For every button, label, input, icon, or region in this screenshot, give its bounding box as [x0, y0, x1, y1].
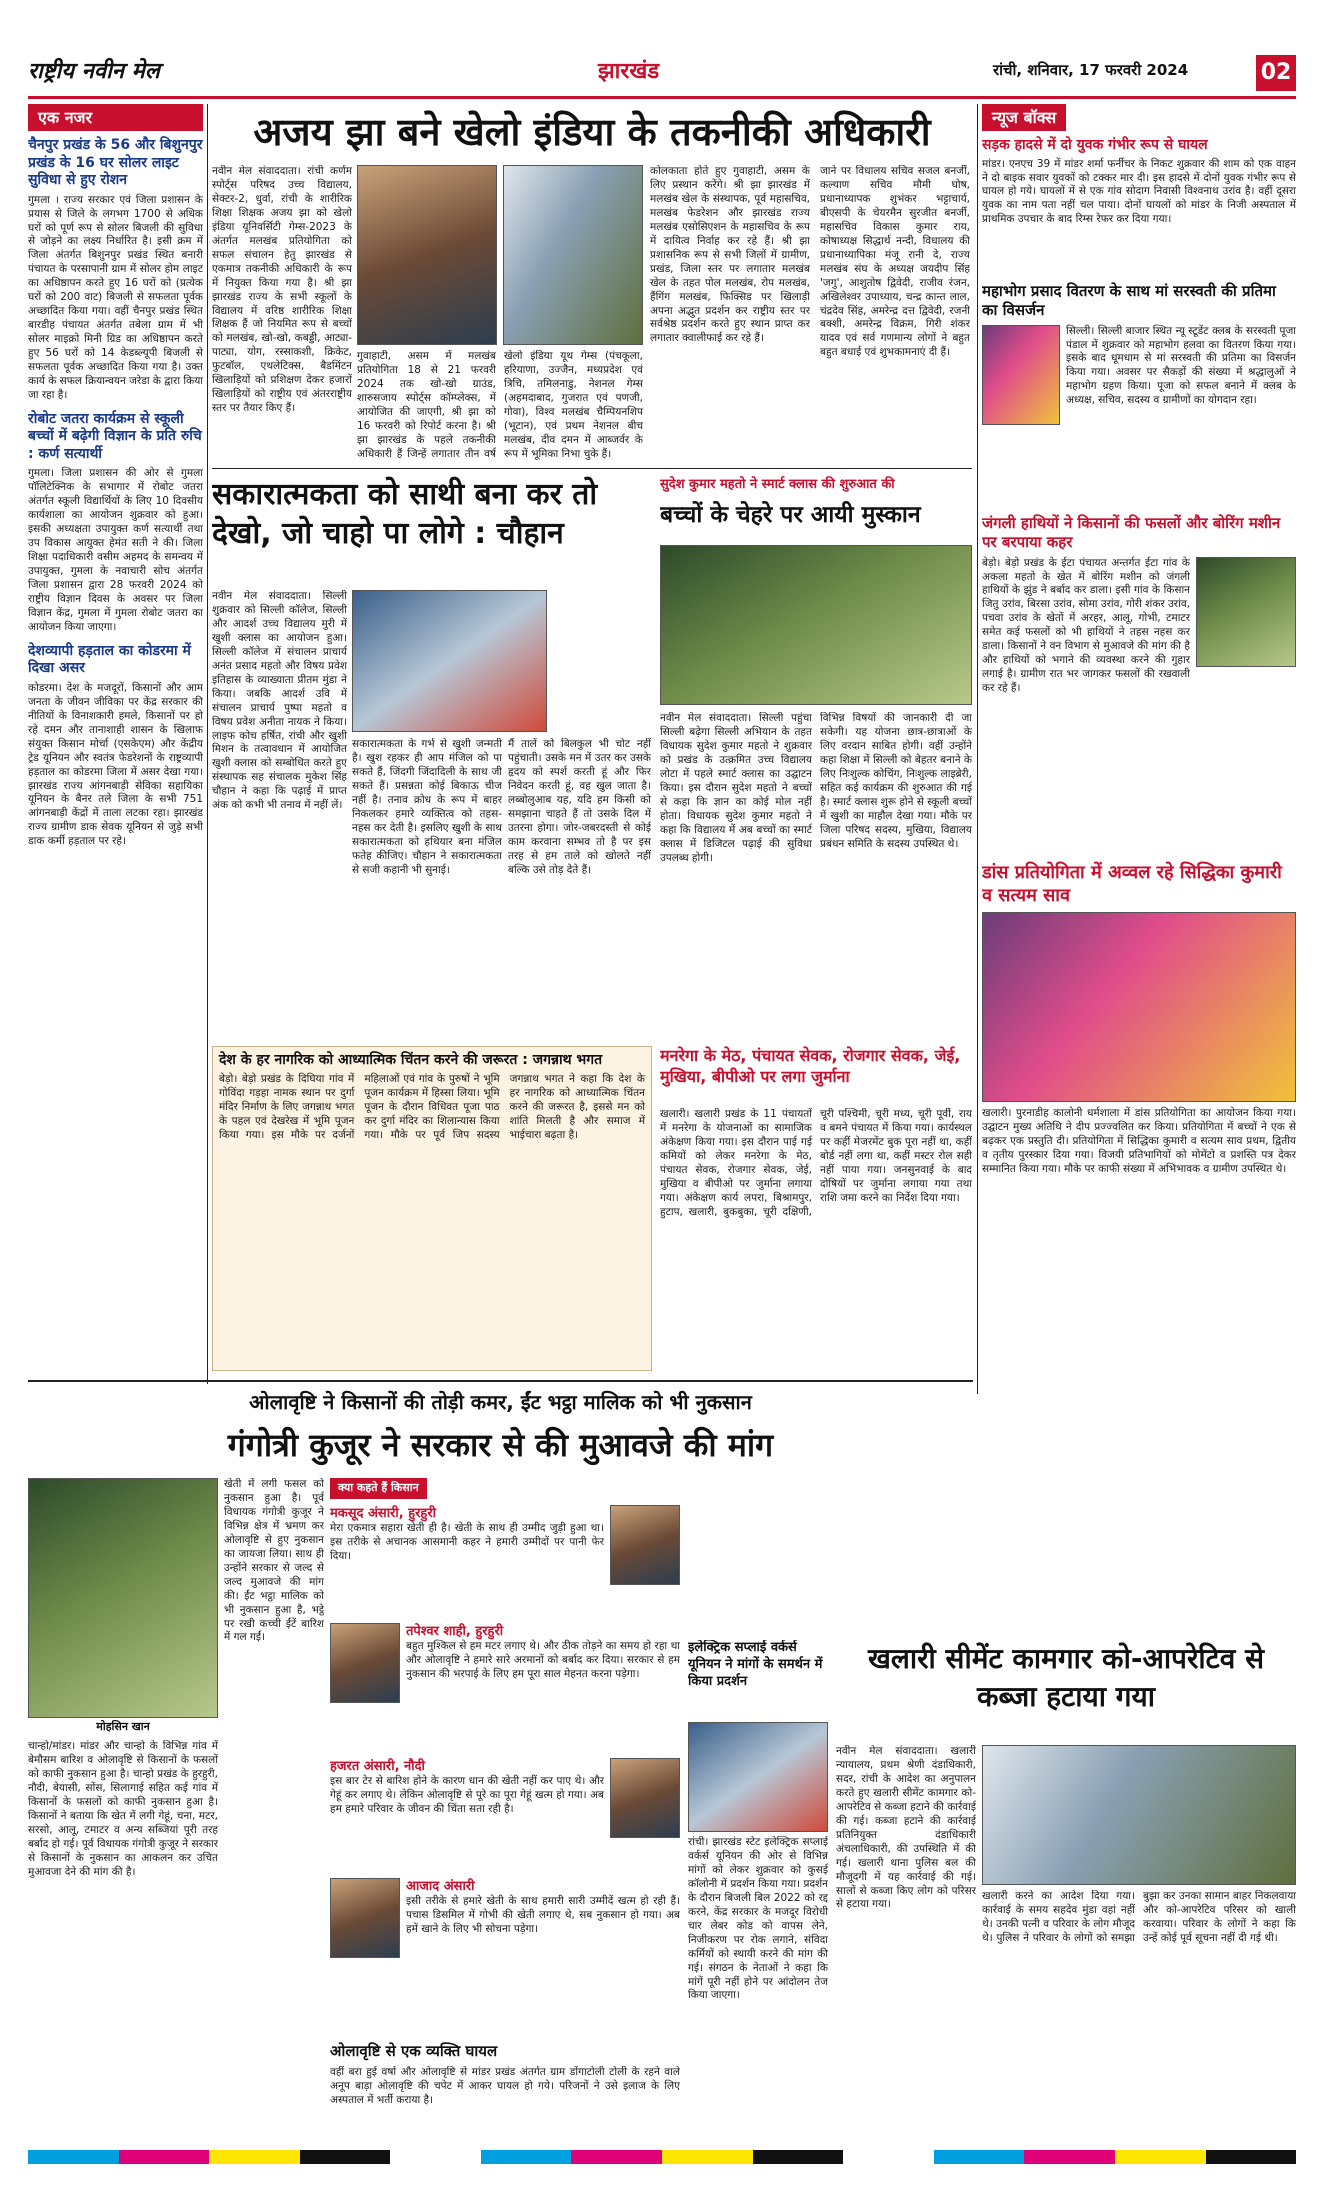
- paper-logo: राष्ट्रीय नवीन मेल: [28, 59, 160, 84]
- farmer-4-photo: [330, 1878, 400, 1958]
- khalari-text-2: खलारी करने का आदेश दिया गया। कार्रवाई के समय सहदेव मुंडा वहां नहीं थे। उनकी पत्नी व परिवार के लोग मौजूद थे। पुलिस ने परिवार के लोगों को समझा बुझा कर उनका सामान बाहर निकलवाया और को-आपरेटिव परिसर को खाली करवाया। परिवार के लोगों ने कहा कि उन्हें कोई पूर्व सूचना नहीं दी गई थी।: [982, 1890, 1296, 1944]
- jagnath-text: बेड़ो। बेड़ो प्रखंड के दिघिया गांव में गोविंदा गड़हा नामक स्थान पर दुर्गा मंदिर निर्माण के लिए जगन्नाथ भगत के पहल एवं देखरेख में भूमि पूजन किया गया। इस मौके पर दर्जनों महिलाओं एवं गांव के पुरुषों ने भूमि पूजन कार्यक्रम में हिस्सा लिया। भूमि पूजन के दौरान विधिवत पूजा पाठ कर दुर्गा मंदिर का शिलान्यास किया गया। मौके पर पूर्व जिप सदस्य जगन्नाथ भगत ने कहा कि देश के हर नागरिक को आध्यात्मिक चिंतन करने की जरूरत है, इससे मन को शांति मिलती है और समाज में भाईचारा बढ़ता है।: [219, 1073, 645, 1142]
- jagnath-box: [212, 1046, 652, 1371]
- hail-subheadline: ओलावृष्टि ने किसानों की तोड़ी कमर, ईंट भट्ठा मालिक को भी नुकसान: [249, 1390, 752, 1414]
- saraswati-photo: [982, 325, 1060, 425]
- top-story-text-3: कोलकाता होते हुए गुवाहाटी, असम के लिए प्रस्थान करेंगे। श्री झा झारखंड में मलखंब खेल के संस्थापक, पूर्व महासचिव, मलखंब फेडरेशन और झारखंड राज्य मलखंब एसोसिएशन के महासचिव के रूप में दायित्व निर्वाह कर रहे हैं। श्री झा प्रशासनिक रूप से सभी जिलों में ग्रामीण, प्रखंड, जिला स्तर पर लगातार मलखंब खेल के तहत पोल मलखंब, रोप मलखंब, हैंगिंग मलखंब, फिक्सिड पर खिलाड़ी अपना अद्भुत प्रदर्शन कर राष्ट्रीय स्तर पर सर्वश्रेष्ठ प्रदर्शन करते हुए स्थान प्राप्त कर लगातार क्वालीफाई कर रहे हैं।: [650, 165, 810, 345]
- dance-competition-photo: [982, 912, 1296, 1102]
- ek-nazar-label: एक नजर: [28, 104, 203, 131]
- top-story-text-1: नवीन मेल संवाददाता। रांची कर्णम स्पोर्ट्स परिषद उच्च विद्यालय, सेक्टर-2, धुर्वा, रांची के शारीरिक शिक्षा शिक्षक अजय झा को खेलो इंडिया यूनिवर्सिटी गेम्स-2023 के अंतर्गत मलखंब प्रतियोगिता को सफल संचालन हेतु झारखंड से एकमात्र तकनीकी अधिकारी के रूप में नियुक्त किया गया है। श्री झा झारखंड राज्य के सभी स्कूलों के विद्यालय में वरिष्ठ शारीरिक शिक्षा शिक्षक हैं जो नियमित रूप से बच्चों को मलखंब, खो-खो, कबड्डी, आट्या-पाट्या, योग, रस्साकशी, क्रिकेट, फुटबॉल, एथलेटिक्स, बैडमिंटन खिलाड़ियों को प्रशिक्षण देकर हजारों खिलाड़ियों को राष्ट्रीय एवं अंतरराष्ट्रीय स्तर पर तैयार किए हैं।: [212, 165, 352, 415]
- news-headline-2: महाभोग प्रसाद वितरण के साथ मां सरस्वती की प्रतिमा का विसर्जन: [982, 281, 1276, 320]
- official-photo: [503, 165, 643, 345]
- masthead: [28, 55, 1296, 95]
- smart-class-caption: सुदेश कुमार महतो ने स्मार्ट क्लास की शुरुआत की: [660, 477, 895, 492]
- top-story-text-4: जाने पर विधालय सचिव सजल बनर्जी, कल्याण सचिव मौमी घोष, प्रधानाध्यापक शुभंकर भट्टाचार्य, बीएसपी के चेयरमैन सुरजीत बनर्जी, महासचिव विकास कुमार राय, कोषाध्यक्ष सिद्धार्थ नन्दी, विधालय की प्रधानाध्यापिका मंजू रानी दे, राज्य मलखंब संघ के अध्यक्ष जयदीप सिंह 'जगु', आशुतोष द्विवेदी, राजीव रंजन, अखिलेश्वर उपाध्याय, चन्द्र कान्त लाल, चंद्रदेव सिंह, अमरेन्द्र दत्त द्विवेदी, रजनी बक्शी, अमरेन्द्र विक्रम, गिरी शंकर यादव एवं सर्व गणमान्य लोगों ने बहुत बहुत बधाई एवं शुभकामनाएं दी हैं।: [820, 165, 970, 359]
- farmer-3-photo: [610, 1758, 680, 1838]
- injured-text: वहीं बरा हुई वर्षा और ओलावृष्टि से मांडर प्रखंड अंतर्गत ग्राम डोंगाटोली टोली के रहने वाले अनूप बाड़ा ओलावृष्टि की चपेट में आकर घायल हो गये। परिजनों ने उसे इलाज के लिए अस्पताल में भर्ती कराया है।: [330, 2066, 680, 2106]
- photo-caption: मोहसिन खान: [96, 1720, 150, 1733]
- farmers-text-2: खेती में लगी फसल को नुकसान हुआ है। पूर्व विधायक गंगोत्री कुजूर ने विभिन्न क्षेत्र में भ्रमण कर ओलावृष्टि से हुए नुकसान का जायजा लिया। साथ ही उन्होंने सरकार से जल्द से जल्द मुआवजे की मांग की। ईंट भट्ठा मालिक को भी नुकसान हुआ है, भट्ठे पर रखी कच्ची ईंटें बारिश में गल गईं।: [224, 1478, 324, 1644]
- mid-text-2: सकारात्मकता के गर्भ से खुशी जन्मती है। खुश रहकर ही आप मंजिल को पा सकते हैं, जिंदगी जिंदादिली के साथ जी सकते हैं। प्रसन्नता कोई बिकाऊ चीज नहीं है। तनाव क्रोध के रूप में बाहर निकलकर हमारे व्यक्तित्व को तहस-नहस कर देती है। इसलिए खुशी के साथ सकारात्मकता को हथियार बना मंजिल फतेह कीजिए। चौहान ने सकारात्मकता से सजी कहानी भी सुनाई।: [352, 738, 502, 876]
- quote-1-text: मेरा एकमात्र सहारा खेती ही है। खेती के साथ ही उम्मीद जुड़ी हुआ था। इस तरीके से अचानक आसमानी कहर ने हमारी उम्मीदों पर पानी फेर दिया।: [330, 1521, 604, 1562]
- kujur-headline: गंगोत्री कुजूर ने सरकार से की मुआवजे की मांग: [227, 1426, 774, 1464]
- page-number: 02: [1256, 55, 1296, 91]
- left-headline-2: रोबोट जतरा कार्यक्रम से स्कूली बच्चों में बढ़ेगी विज्ञान के प्रति रुचि : कर्ण सत्यार्थी: [28, 410, 202, 462]
- farmer-1-photo: [610, 1505, 680, 1585]
- top-story-text-2: गुवाहाटी, असम में मलखंब प्रतियोगिता 18 से 21 फरवरी 2024 तक खो-खो ग्राउंड, शारुसजाय स्पोर्ट्स कॉम्प्लेक्स, में आयोजित की जाएगी, श्री झा को 16 फरवरी को रिपोर्ट करना है। श्री झा झारखंड के पहले तकनीकी अधिकारी हैं जिन्हें लगातार तीन वर्ष खेलो इंडिया यूथ गेम्स (पंचकूला, हरियाणा, उज्जैन, मध्यप्रदेश एवं त्रिचि, तमिलनाडु, नेशनल गेम्स (अहमदाबाद, गुजरात एवं पणजी, गोवा), विश्व मलखंब चैम्पियनशिप (भूटान), एवं प्रथम नेशनल बीच मलखंब, दीव दमन में आब्जर्वर के रूप में भूमिका निभा चुके हैं।: [357, 350, 643, 460]
- mnrega-text: खलारी। खलारी प्रखंड के 11 पंचायतों में मनरेगा के योजनाओं का सामाजिक अंकेक्षण किया गया। इस दौरान पाई गई कमियों को लेकर मनरेगा के मेठ, पंचायत सेवक, रोजगार सेवक, जेई, मुखिया व बीपीओ पर जुर्माना लगाया गया। अंकेक्षण कार्य लपरा, बिश्रामपुर, हुटाप, खलारी, बुकबुका, चूरी दक्षिणी, चूरी पश्चिमी, चूरी मध्य, चूरी पूर्वी, राय व बमने पंचायत में किया गया। कार्यस्थल पर कहीं मेजरमेंट बुक पूरा नहीं था, कहीं बोर्ड नहीं लगा था, कहीं मस्टर रोल सही नहीं पाया गया। जनसुनवाई के बाद दोषियों पर जुर्माना लगाया गया तथा राशि जमा करने का निर्देश दिया गया।: [660, 1108, 972, 1218]
- union-headline: इलेक्ट्रिक सप्लाई वर्कर्स यूनियन ने मांगों के समर्थन में किया प्रदर्शन: [688, 1640, 823, 1689]
- hail-damage-photo: [28, 1478, 218, 1718]
- left-text-2: गुमला। जिला प्रशासन की ओर से गुमला पॉलिटेक्निक के सभागार में रोबोट जतरा अंतर्गत स्कूली विद्यार्थियों के लिए 10 दिवसीय कार्यशाला का आयोजन शुक्रवार को हुआ। इसकी अध्यक्षता उपायुक्त कर्ण सत्यार्थी तथा उप विकास आयुक्त हेमंत सती ने की। जिला शिक्षा पदाधिकारी वसीम अहमद के समन्वय में उपायुक्त, गुमला के नवाचारी सोच अंतर्गत जिला प्रशासन द्वारा 28 फरवरी 2024 को राष्ट्रीय विज्ञान दिवस के अवसर पर जिला विज्ञान केंद्र, गुमला में गुमला रोबोट जतरा का आयोजन किया जाएगा।: [28, 467, 203, 633]
- news-box: [982, 104, 1296, 1394]
- khalari-headline: खलारी सीमेंट कामगार को-आपरेटिव से कब्जा हटाया गया: [867, 1642, 1265, 1713]
- left-headline-3: देशव्यापी हड़ताल का कोडरमा में दिखा असर: [28, 642, 191, 677]
- news-text-4: खलारी। पुरनाडीह कालोनी धर्मशाला में डांस प्रतियोगिता का आयोजन किया गया। उद्घाटन मुख्य अतिथि ने दीप प्रज्ज्वलित कर किया। प्रतियोगिता में बच्चों ने एक से बढ़कर एक प्रस्तुति दी। प्रतियोगिता में सिद्धिका कुमारी व सत्यम साव प्रथम, द्वितीय व तृतीय पुरस्कार दिया गया। विजयी प्रतिभागियों को मोमेंटो व प्रशस्ति पत्र देकर सम्मानित किया गया। मौके पर काफी संख्या में अभिभावक व ग्रामीण उपस्थित थे।: [982, 1107, 1296, 1176]
- union-text: रांची। झारखंड स्टेट इलेक्ट्रिक सप्लाई वर्कर्स यूनियन की ओर से विभिन्न मांगों को लेकर शुक्रवार को कुसई कॉलोनी में प्रदर्शन किया गया। प्रदर्शन के दौरान बिजली बिल 2022 को रद्द करने, केंद्र सरकार के मजदूर विरोधी चार लेबर कोड को वापस लेने, निजीकरण पर रोक लगाने, संविदा कर्मियों को स्थायी करने की मांग की गई। संगठन के नेताओं ने कहा कि मांगें पूरी नहीं होने पर आंदोलन तेज किया जाएगा।: [688, 1836, 828, 2002]
- farmer-2-photo: [330, 1623, 400, 1703]
- news-text-2: सिल्ली। सिल्ली बाजार स्थित न्यू स्टूडेंट क्लब के सरस्वती पूजा पंडाल में शुक्रवार को महाभोग हलवा का वितरण किया गया। इसके बाद धूमधाम से मां सरस्वती की प्रतिमा का विसर्जन किया गया। अवसर पर सैकड़ों की संख्या में श्रद्धालुओं ने महाभोग ग्रहण किया। पूजा को सफल बनाने में क्लब के अध्यक्ष, सचिव, सदस्य व ग्रामीणों का योगदान रहा।: [1066, 324, 1296, 407]
- left-text-1: गुमला । राज्य सरकार एवं जिला प्रशासन के प्रयास से जिले के लगभग 1700 से अधिक घरों को पूर्ण रूप से सोलर बिजली की सुविधा से जोड़ने का लक्ष्य निर्धारित है। इसी क्रम में जिला अंतर्गत बिशुनपुर प्रखंड स्थित बनारी पंचायत के परसापानी ग्राम में सोलर होम लाइट का अधिष्ठापन करते हुए 16 घरों को (प्रत्येक घरों को 200 वाट) बिजली से सफलता पूर्वक अच्छादित किया गया। वहीं चैनपुर प्रखंड स्थित बारडीह पंचायत अंतर्गत तबेला ग्राम में भी सोलर माइक्रो मिनी ग्रिड का अधिष्ठापन करते हुए 56 घरों को 14 केडब्ल्यूपी बिजली से सफलता पूर्वक अच्छादित किया गया है। उक्त कार्य के सफल क्रियान्वयन जरेडा के द्वारा किया जा रहा है।: [28, 193, 203, 401]
- quote-4-name: आजाद अंसारी: [406, 1878, 475, 1894]
- section-label: झारखंड: [598, 59, 660, 84]
- news-text-1: मांडर। एनएच 39 में मांडर शर्मा फर्नीचर के निकट शुक्रवार की शाम को एक वाहन ने दो बाइक सवार युवकों को टक्कर मार दी। इस हादसे में दोनों युवक गंभीर रूप से घायल हो गये। घायलों में से एक गांव सोदाग निवासी विश्वनाथ उरांव है। वहीं दूसरा युवक का नाम पता नहीं चल पाया। दोनों घायलों को मांडर के निजी अस्पताल में प्राथमिक उपचार के बाद रिम्स रेफर कर दिया गया।: [982, 157, 1296, 226]
- khushi-class-photo: [352, 590, 547, 732]
- quote-3-text: इस बार टेर से बारिश होने के कारण धान की खेती नहीं कर पाए थे। और गेहूं कर लगाए थे। लेकिन ओलावृष्टि से पूरे का पूरा गेहूं खत्म हो गया। अब हम हमारे परिवार के जीवन की चिंता सता रही है।: [330, 1774, 604, 1815]
- left-text-3: कोडरमा। देश के मजदूरों, किसानों और आम जनता के जीवन जीविका पर केंद्र सरकार की नीतियों के विनाशकारी हमले, किसानों पर हो रहे दमन और तानाशाही शासन के खिलाफ संयुक्त किसान मोर्चा (एसकेएम) और केंद्रीय ट्रेड यूनियन और स्वतंत्र फेडरेशनों के राष्ट्रव्यापी हड़ताल का कोडरमा जिला में असर देखा गया। झारखंड राज्य आंगनबाड़ी सेविका सहायिका यूनियन के बैनर तले जिला के सभी 751 आंगनबाड़ी केंद्रों में ताला लटका रहा। झारखंड राज्य ग्रामीण डाक सेवक यूनियन से जुड़े सभी डाक कर्मी हड़ताल पर रहे।: [28, 681, 203, 848]
- news-headline-3: जंगली हाथियों ने किसानों की फसलों और बोरिंग मशीन पर बरपाया कहर: [982, 513, 1281, 552]
- quote-4-text: इसी तरीके से हमारे खेती के साथ हमारी सारी उम्मीदें खत्म हो रही हैं। पचास डिसमिल में गोभी की खेती लगाए थे, सब नुकसान हो गया। अब हमें खाने के लिए भी सोचना पड़ेगा।: [406, 1894, 680, 1935]
- news-headline-4: डांस प्रतियोगिता में अव्वल रहे सिद्धिका कुमारी व सत्यम साव: [982, 861, 1282, 906]
- smart-class-photo: [660, 545, 972, 705]
- news-box-label: न्यूज बॉक्स: [982, 104, 1066, 131]
- print-registration-bar: [28, 2150, 1296, 2164]
- khalari-text-1: नवीन मेल संवाददाता। खलारी न्यायालय, प्रथम श्रेणी दंडाधिकारी, सदर, रांची के आदेश का अनुपालन करते हुए खलारी सीमेंट कामगार को-आपरेटिव से कब्जा हटाने की कार्रवाई की गई। कब्जा हटाने की कार्रवाई प्रतिनियुक्त दंडाधिकारी अंचलाधिकारी, की उपस्थिति में की गई। खलारी थाना पुलिस बल की मौजूदगी में यह कार्रवाई की गई। सालों से कब्जा किए लोग को परिसर से हटाया गया।: [836, 1745, 976, 1911]
- mid-text-1: नवीन मेल संवाददाता। सिल्ली शुक्रवार को सिल्ली कॉलेज, सिल्ली और आदर्श उच्च विद्यालय मुरी में खुशी क्लास का आयोजन हुआ। सिल्ली कॉलेज में संचालन प्राचार्य अनंत प्रसाद महतो और विषय प्रवेश इतिहास के व्याख्याता प्रीतम मुंडा ने किया। जबकि आदर्श उवि में संचालन प्राचार्य पुष्पा महतो व विषय प्रवेश अनीता नायक ने किया। लाइफ कोच हर्षित, रांची और खुशी मिशन के तत्वावधान में आयोजित खुशी क्लास को सम्बोधित करते हुए संस्थापक सह संचालक मुकेश सिंह चौहान ने कहा कि पढ़ाई में प्राप्त अंक को कभी भी तनाव में नहीं लें।: [212, 590, 347, 812]
- injured-headline: ओलावृष्टि से एक व्यक्ति घायल: [330, 2042, 498, 2060]
- elephant-farmer-photo: [1196, 557, 1296, 667]
- smart-class-text-2: विभिन्न विषयों की जानकारी दी जा सकेगी। यह योजना छात्र-छात्राओं के लिए वरदान साबित होगी। वहीं उन्होंने कहा शिक्षा में सिल्ली को बेहतर बनाने के लिए निःशुल्क कोचिंग, निःशुल्क लाइब्रेरी, सहित कई कार्यक्रम की शुरुआत की गई है। स्मार्ट क्लास शुरू होने से स्कूली बच्चों में खुशी का माहौल देखा गया। मौके पर जिला परिषद सदस्य, मुखिया, विद्यालय प्रबंधन समिति के सदस्य उपस्थित थे।: [820, 712, 972, 850]
- smart-class-headline: बच्चों के चेहरे पर आयी मुस्कान: [660, 502, 921, 528]
- mid-text-3: मैं तालें को बिलकुल भी चोट नहीं पहुंचाती। उसके मन में उतर कर उसके हृदय को स्पर्श करती हूं और फिर निवेदन करती हूं, वह खुल जाता है। लब्बोलुआब यह, यदि हम किसी को समझाना चाहते हैं तो उसके दिल में उतरना होगा। जोर-जबरदस्ती से कोई काम करवाना सम्भव तो है पर इस तरह से हम ताले को खोलते नहीं बल्कि उसे तोड़ देते हैं।: [508, 738, 651, 876]
- left-column: [28, 104, 203, 1374]
- top-story-headline: अजय झा बने खेलो इंडिया के तकनीकी अधिकारी: [253, 110, 931, 154]
- smart-class-text-1: नवीन मेल संवाददाता। सिल्ली पहुंचा सिल्ली बढ़ेगा सिल्ली अभियान के तहत विधायक सुदेश कुमार महतो ने शुक्रवार को प्रखंड के उत्क्रमित उच्च विद्यालय लोटा में पहले स्मार्ट क्लास का उद्घाटन किया। इस दौरान सुदेश महतो ने बच्चों से कहा कि ज्ञान का कोई मोल नहीं होता। विधायक सुदेश कुमार महतो ने कहा कि विद्यालय में अब बच्चों का स्मार्ट क्लास में डिजिटल पढ़ाई की सुविधा उपलब्ध होगी।: [660, 712, 812, 864]
- mnrega-headline: मनरेगा के मेठ, पंचायत सेवक, रोजगार सेवक, जेई, मुखिया, बीपीओ पर लगा जुर्माना: [660, 1046, 961, 1086]
- ajay-jha-photo: [357, 165, 497, 345]
- jagnath-headline: देश के हर नागरिक को आध्यात्मिक चिंतन करने की जरूरत : जगन्नाथ भगत: [219, 1052, 603, 1068]
- mid-headline: सकारात्मकता को साथी बना कर तो देखो, जो चाहो पा लोगे : चौहान: [212, 477, 598, 551]
- union-protest-photo: [688, 1722, 828, 1832]
- quote-3-name: हजरत अंसारी, नौदी: [330, 1758, 425, 1774]
- farmer-quotes-box: [330, 1478, 680, 2038]
- farmer-quotes-label: क्या कहते हैं किसान: [330, 1478, 427, 1499]
- dateline: रांची, शनिवार, 17 फरवरी 2024: [993, 61, 1189, 79]
- quote-2-name: तपेश्वर शाही, हुरहुरी: [406, 1623, 504, 1639]
- khalari-photo: [982, 1745, 1296, 1885]
- quote-2-text: बहुत मुश्किल से हम मटर लगाए थे। और ठीक तोड़ने का समय हो रहा था और ओलावृष्टि ने हमारे सारे अरमानों को बर्बाद कर दिया। सरकार से हम नुकसान की भरपाई के लिए हम पूरा साल मेहनत करना पड़ेगा।: [406, 1639, 680, 1680]
- quote-1-name: मकसूद अंसारी, हुरहुरी: [330, 1505, 437, 1521]
- news-headline-1: सड़क हादसे में दो युवक गंभीर रूप से घायल: [982, 137, 1208, 154]
- left-headline-1: चैनपुर प्रखंड के 56 और बिशुनपुर प्रखंड के 16 घर सोलर लाइट सुविधा से हुए रोशन: [28, 137, 203, 189]
- news-text-3: बेड़ो। बेड़ो प्रखंड के ईटा पंचायत अन्तर्गत ईटा गांव के अकला महतो के खेत में बोरिंग मशीन को जंगली हाथियों के झुंड ने बर्बाद कर डाला। इसी गांव के किसान जितु उरांव, बिरसा उरांव, सोमा उरांव, गोरी शंकर उरांव, पचवा उरांव के खेतों में अरहर, आलू, गोभी, टमाटर समेत कई फसलों को भी हाथियों ने तहस नहस कर डाला। किसानों ने वन विभाग से मुआवजे की मांग की है और हाथियों को भगाने की व्यवस्था करने की गुहार लगाई है। ग्रामीण रात भर जागकर फसलों की रखवाली कर रहे हैं।: [982, 556, 1190, 695]
- farmers-text-1: चान्हो/मांडर। मांडर और चान्हो के विभिन्न गांव में बेमौसम बारिश व ओलावृष्टि से किसानों के फसलों को काफी नुकसान हुआ है। चान्हो प्रखंड के हुरहुरी, नौदी, बेयासी, सोंस, सिलागाई सहित कई गांव में किसानों के फसलों को काफी नुकसान हुआ है। किसानों ने बताया कि खेत में लगी गेहूं, चना, मटर, सरसो, आलू, टमाटर व अन्य सब्जियां पूरी तरह बर्बाद हो गई। पूर्व विधायक गंगोत्री कुजूर ने सरकार से किसानों के नुकसान का आकलन कर उचित मुआवजा देने की मांग की है।: [28, 1740, 218, 1878]
